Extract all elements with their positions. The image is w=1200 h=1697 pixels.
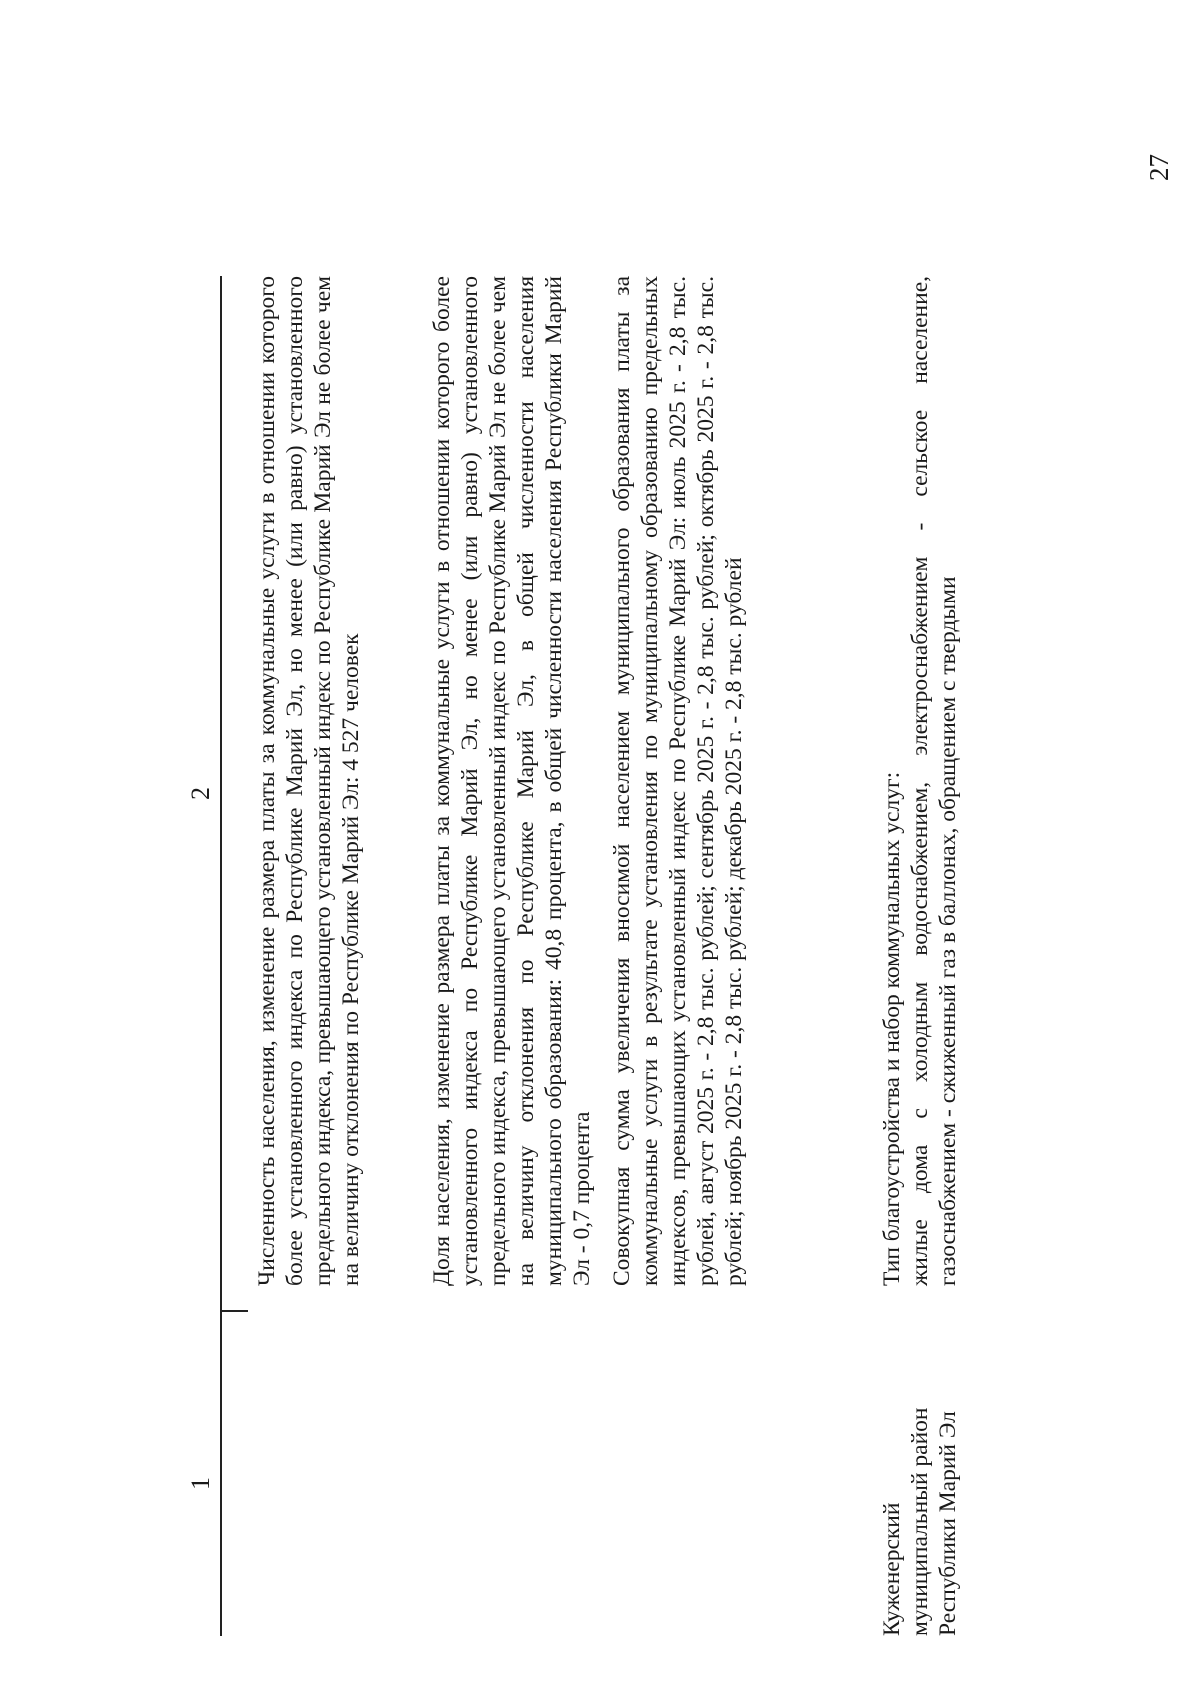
municipality-name: Куженерский муниципальный район Республики Марий Эл <box>879 1407 961 1636</box>
paragraph-text: Численность населения, изменение размера платы за коммунальные услуги в отношении которого более установленного индекса по Республике Марий Эл, но менее (или равно) установленного предельного индекса, превышающего установленный индекс по Республике Марий Эл не более чем на величину отклонения по Республике Марий Эл: 4 527 человек <box>254 276 364 1286</box>
column-divider <box>220 1310 248 1312</box>
rotated-table-page <box>186 158 1160 1638</box>
column-1-number: 1 <box>186 1477 215 1490</box>
row1-payment-increase <box>608 276 748 1286</box>
paragraph-text: Совокупная сумма увеличения вносимой населением муниципального образования платы за коммунальные услуги в результате установления по муниципальному образованию предельных индексов, превышающих установленный индекс по Республике Марий Эл: июль 2025 г. - 2,8 тыс. рублей, август 2025 г. - 2,8 тыс. рублей; сентябрь 2025 г. - 2,8 тыс. рублей; октябрь 2025 г. - 2,8 тыс. рублей; ноябрь 2025 г. - 2,8 тыс. рублей; декабрь 2025 г. - 2,8 тыс. рублей <box>609 276 747 1286</box>
row1-population-share <box>428 276 596 1286</box>
page-number: 27 <box>1144 154 1174 181</box>
column-2-number: 2 <box>186 787 215 800</box>
table-header-rule <box>220 276 222 1636</box>
row1-population-count <box>253 276 365 1286</box>
row2-service-type <box>878 276 962 1286</box>
paragraph-heading: Тип благоустройства и набор коммунальных услуг: <box>879 771 905 1286</box>
paragraph-text: Доля населения, изменение размера платы за коммунальные услуги в отношении которого более установленного индекса по Республике Марий Эл, но менее (или равно) установленного предельного индекса, превышающего установленный индекс по Республике Марий Эл не более чем на величину отклонения по Республике Марий Эл, в общей численности населения муниципального образования: 40,8 процента, в общей численности населения Республики Марий Эл - 0,7 процента <box>429 276 595 1286</box>
paragraph-text: жилые дома с холодным водоснабжением, электроснабжением - сельское население, газоснабжением - сжиженный газ в баллонах, обращением с твердыми <box>907 276 961 1286</box>
